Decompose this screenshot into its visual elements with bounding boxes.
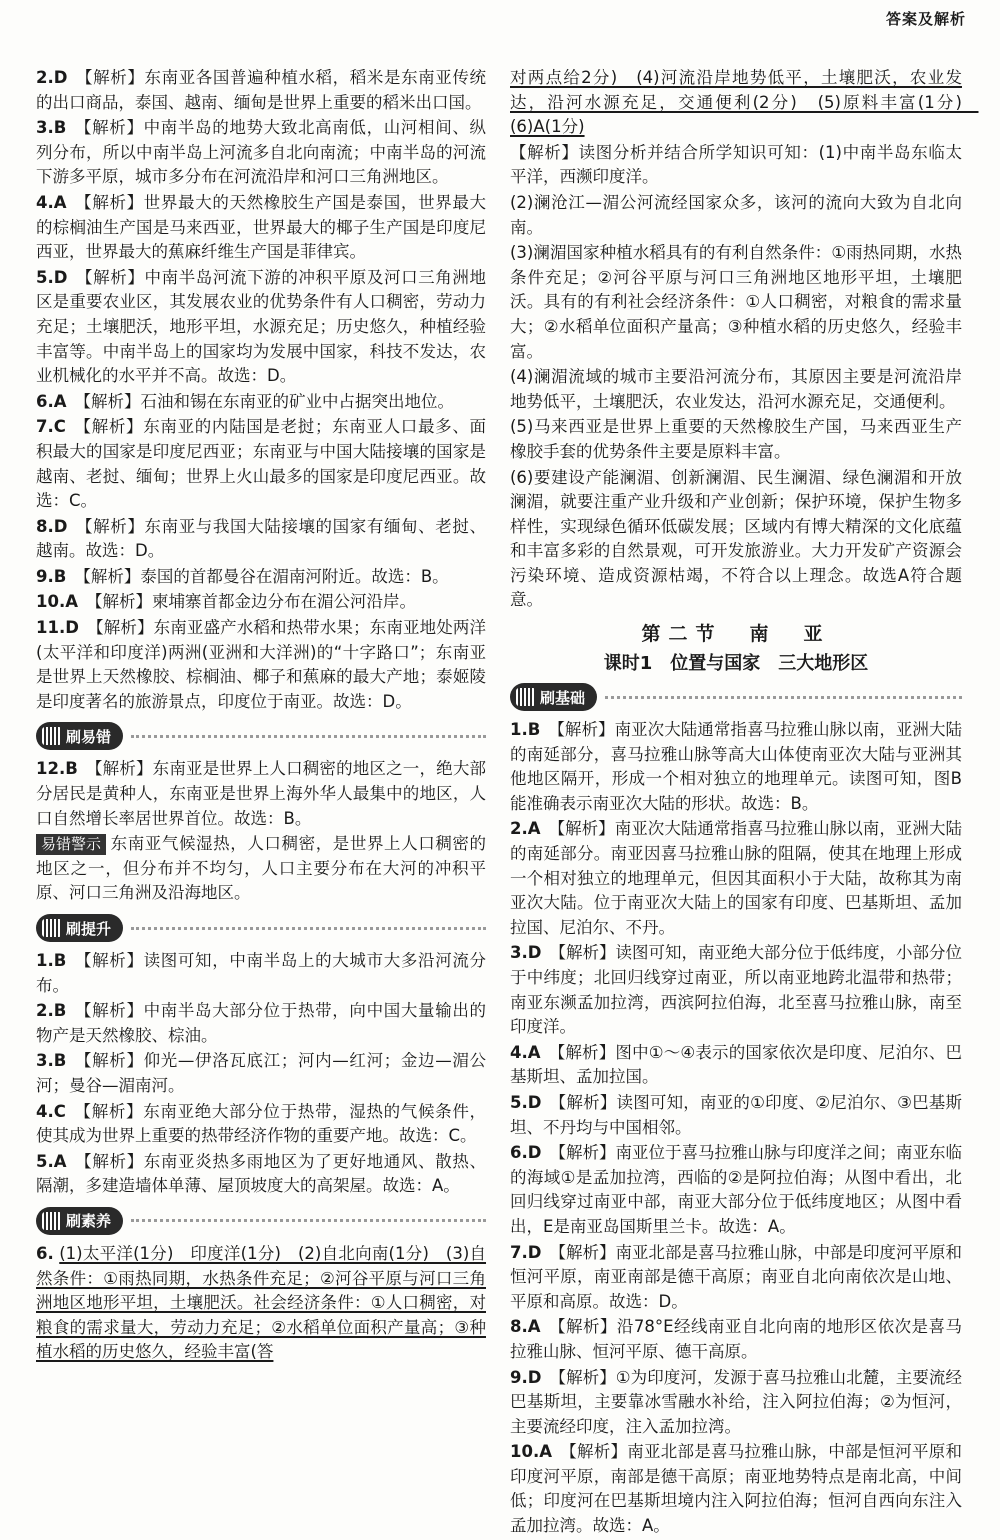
question-number: 6. [36, 1243, 54, 1263]
analysis-paragraph: (2)澜沧江—湄公河流经国家众多，该河的流向大致为自北向南。 [510, 192, 962, 237]
banner-badge [36, 914, 123, 942]
answer-text: 【解析】东南亚是世界上人口稠密的地区之一，绝大部分居民是黄种人，东南亚是世界上海外华人最集中的地区，人口自然增长率居世界首位。故选：B。 [36, 759, 486, 828]
book-icon [42, 727, 62, 745]
answer-letter: D [527, 1092, 542, 1112]
banner-label: 刷提升 [66, 919, 112, 938]
answer-letter: A [527, 1042, 541, 1062]
banner-badge [36, 722, 123, 750]
book-icon [42, 919, 62, 937]
right-column [510, 66, 979, 1540]
answer-item [510, 1315, 962, 1364]
book-icon [42, 1212, 62, 1230]
answer-text: 【解析】中南半岛河流下游的冲积平原及河口三角洲地区是重要农业区，其发展农业的优势条件有人口稠密，劳动力充足；土壤肥沃，地形平坦，水源充足；历史悠久，种植经验丰富等。中南半岛上的国家均为发展中国家，科技不发达，农业机械化的水平并不高。故选：D。 [36, 267, 486, 386]
answer-letter: D [53, 68, 68, 87]
banner-label: 刷易错 [66, 727, 112, 746]
answer-letter: A [53, 1151, 67, 1171]
answer-text: 【解析】沿78°E经线南亚自北向南的地形区依次是喜马拉雅山脉、恒河平原、德干高原。 [510, 1317, 962, 1361]
warning-tag: 易错警示 [36, 834, 106, 855]
answer-text: 【解析】中南半岛大部分位于热带，向中国大量输出的物产是天然橡胶、棕油。 [36, 1001, 486, 1045]
question-number: 4. [510, 1042, 528, 1062]
question-number: 7. [36, 417, 54, 437]
answer-letter: A [65, 592, 79, 612]
banner-badge [510, 683, 597, 711]
question-number: 10. [510, 1442, 540, 1462]
question-number: 3. [510, 943, 528, 963]
banner-badge [36, 1207, 123, 1235]
answer-item [36, 66, 486, 115]
analysis-paragraph: (6)要建设产能澜湄、创新澜湄、民生澜湄、绿色澜湄和开放澜湄，就要注重产业升级和产业创新；保护环境，保护生物多样性，实现绿色循环低碳发展；区域内有博大精深的文化底蕴和丰富多彩的自然景观，可开发旅游业。大力开发矿产资源会污染环境、造成资源枯竭，不符合以上理念。故选A符合题意。 [510, 467, 962, 610]
answer-text: 【解析】东南亚绝大部分位于热带，湿热的气候条件，使其成为世界上重要的热带经济作物的重要产地。故选：C。 [36, 1101, 486, 1146]
page-header-title: 答案及解析 [885, 10, 966, 28]
answer-text: 【解析】南亚位于喜马拉雅山脉与印度洋之间；南亚东临的海域①是孟加拉湾，西临的②是阿拉伯海；从图中看出，北回归线穿过南亚中部，南亚大部分位于低纬度地区；从图中看出，E是南亚岛国斯里兰卡。故选：A。 [510, 1143, 962, 1236]
question-number: 8. [36, 516, 54, 536]
question-number: 5. [510, 1092, 528, 1112]
left-answer-list-b [36, 949, 486, 1199]
answer-text: 【解析】世界最大的天然橡胶生产国是泰国，世界最大的棕榈油生产国是马来西亚，世界最大的椰子生产国是印度尼西亚，世界最大的蕉麻纤维生产国是菲律宾。 [36, 192, 486, 262]
answer-item [36, 415, 486, 513]
dotted-divider [131, 1219, 486, 1222]
section-banner-jichu [510, 682, 962, 712]
answer-item [36, 590, 486, 615]
question-number: 2. [36, 1001, 54, 1021]
analysis-paragraph: (4)澜湄流域的城市主要沿河流分布，其原因主要是河流沿岸地势低平，土壤肥沃，农业发达，沿河水源充足，交通便利。 [510, 367, 962, 411]
answer-letter: A [527, 819, 541, 839]
answer-letter: D [527, 1143, 542, 1163]
analysis-paragraph: (5)马来西亚是世界上重要的天然橡胶生产国，马来西亚生产橡胶手套的优势条件主要是原料丰富。 [510, 417, 962, 461]
answer-text: (1)太平洋(1分) 印度洋(1分) (2)自北向南(1分) (3)自然条件：①雨热同期，水热条件充足；②河谷平原与河口三角洲地区地形平坦，土壤肥沃。社会经济条件：①人口稠密，对粮食的需求量大，劳动力充足；②水稻单位面积产量高；③种植水稻的历史悠久，经验丰富(答 [36, 1243, 487, 1362]
answer-text: 【解析】南亚北部是喜马拉雅山脉，中部是印度河平原和恒河平原，南亚南部是德干高原；南亚自北向南依次是山地、平原和高原。故选：D。 [510, 1242, 962, 1311]
answer-item [510, 1241, 962, 1315]
analysis-paragraph: 【解析】读图分析并结合所学知识可知：(1)中南半岛东临太平洋，西濒印度洋。 [510, 142, 962, 187]
answer-letter: C [53, 417, 66, 437]
section-banner-yicuo [36, 721, 486, 751]
answer-text: 【解析】东南亚盛产水稻和热带水果；东南亚地处两洋(太平洋和印度洋)两洲(亚洲和大洋洲)的“十字路口”；东南亚是世界上天然橡胶、棕榈油、椰子和蕉麻的最大产地；泰姬陵是印度著名的旅游景点，印度位于南亚。故选：D。 [36, 618, 486, 711]
question-number: 5. [36, 267, 54, 287]
answer-item [510, 1440, 962, 1538]
dotted-divider [131, 735, 486, 738]
answer-item [36, 565, 486, 590]
answer-letter: D [527, 943, 542, 963]
left-answer-list-a [36, 66, 486, 714]
answer-letter: B [53, 951, 67, 970]
question-number: 7. [510, 1242, 528, 1262]
answer-letter: B [53, 118, 67, 138]
answer-text: 【解析】东南亚与我国大陆接壤的国家有缅甸、老挝、越南。故选：D。 [36, 516, 486, 561]
answer-item [510, 1091, 962, 1140]
question-number: 8. [510, 1317, 528, 1337]
answer-letter: A [539, 1442, 553, 1462]
answer-item-12 [36, 757, 486, 831]
answer-item [510, 1041, 962, 1090]
answer-letter: A [527, 1317, 541, 1337]
answer-item [510, 1366, 962, 1440]
question-number: 4. [36, 192, 54, 212]
answer-text: 【解析】读图可知，南亚的①印度、②尼泊尔、③巴基斯坦、不丹均与中国相邻。 [510, 1092, 962, 1137]
question-number: 3. [36, 118, 54, 138]
banner-label: 刷素养 [66, 1212, 112, 1231]
section-title: 第二节 南 亚 [641, 623, 831, 646]
answer-text: 【解析】泰国的首都曼谷在湄南河附近。故选：B。 [74, 566, 449, 586]
answer-item [36, 1049, 486, 1098]
answer-text: 【解析】图中①～④表示的国家依次是印度、尼泊尔、巴基斯坦、孟加拉国。 [510, 1042, 962, 1087]
answer-item [36, 390, 486, 415]
answer-item [36, 191, 486, 265]
question-number: 9. [36, 566, 54, 586]
question-number: 1. [510, 720, 528, 740]
answer-letter: D [65, 618, 79, 638]
answer-letter: A [53, 391, 67, 411]
warning-text: 东南亚气候湿热，人口稠密，是世界上人口稠密的地区之一，但分布并不均匀，人口主要分布在大河的冲积平原、河口三角洲及沿海地区。 [36, 834, 486, 903]
answer-text: 【解析】南亚北部是喜马拉雅山脉，中部是恒河平原和印度河平原，南部是德干高原；南亚地势特点是南北高，中间低；印度河在巴基斯坦境内注入阿拉伯海；恒河自西向东注入孟加拉湾。故选：A。 [510, 1442, 962, 1536]
answer-letter: B [527, 720, 541, 740]
warning-note [36, 832, 486, 906]
answer-item [510, 941, 962, 1039]
answer-item [36, 1150, 486, 1199]
answer-letter: A [53, 192, 67, 212]
answer-text: 【解析】南亚次大陆通常指喜马拉雅山脉以南，亚洲大陆的南延部分。南亚因喜马拉雅山脉的阻隔，使其在地理上形成一个相对独立的地理单元，但因其面积小于大陆，故称其为南亚次大陆。位于南亚次大陆上的国家有印度、巴基斯坦、孟加拉国、尼泊尔、不丹。 [510, 819, 962, 937]
answer-item [36, 116, 486, 190]
answer-text: 【解析】石油和锡在东南亚的矿业中占据突出地位。 [74, 391, 455, 411]
dotted-divider [131, 927, 486, 930]
answer-letter: B [65, 759, 78, 779]
lesson-title: 课时1 位置与国家 三大地形区 [603, 653, 869, 675]
question-number: 10. [36, 592, 66, 612]
banner-label: 刷基础 [540, 688, 586, 707]
answer-text: 【解析】读图可知，南亚绝大部分位于低纬度，小部分位于中纬度；北回归线穿过南亚，所以南亚地跨北温带和热带；南亚东濒孟加拉湾，西滨阿拉伯海，北至喜马拉雅山脉，南至印度洋。 [510, 943, 962, 1037]
answer-text: 【解析】东南亚炎热多雨地区为了更好地通风、散热、隔潮，多建造墙体单薄、屋顶坡度大的高架屋。故选：A。 [36, 1151, 486, 1196]
answer-text: 【解析】东南亚各国普遍种植水稻，稻米是东南亚传统的出口商品，泰国、越南、缅甸是世界上重要的稻米出口国。 [36, 68, 486, 112]
answer-item [36, 949, 486, 998]
question-number: 6. [36, 391, 54, 411]
answer-letter: B [53, 1001, 67, 1021]
answer-letter: B [53, 566, 67, 586]
answer-item [36, 266, 486, 389]
answer-item [510, 718, 962, 816]
dotted-divider [605, 696, 962, 699]
answer-text: 【解析】仰光—伊洛瓦底江；河内—红河；金边—湄公河；曼谷—湄南河。 [36, 1051, 486, 1095]
answer-item [510, 817, 962, 940]
right-answer-list [510, 718, 962, 1539]
answer-text: 【解析】读图可知，中南半岛上的大城市大多沿河流分布。 [36, 951, 486, 995]
answer-letter: D [53, 516, 68, 536]
answer-text: 【解析】东南亚的内陆国是老挝；东南亚人口最多、面积最大的国家是印度尼西亚；东南亚与中国大陆接壤的国家是越南、老挝、缅甸；世界上火山最多的国家是印度尼西亚。故选：C。 [36, 417, 486, 511]
question-number: 2. [36, 68, 54, 87]
answer-letter: D [527, 1242, 542, 1262]
analysis-paragraphs [510, 141, 962, 613]
section-banner-suyang [36, 1206, 486, 1236]
answer-text: 【解析】柬埔寨首都金边分布在湄公河沿岸。 [86, 592, 417, 612]
question-number: 12. [36, 759, 66, 779]
left-column [36, 66, 486, 1366]
answer-item [36, 1100, 486, 1149]
answer-item [510, 1141, 962, 1239]
question-number: 6. [510, 1143, 528, 1163]
book-icon [516, 688, 536, 706]
section-banner-tisheng [36, 913, 486, 943]
question-number: 1. [36, 951, 54, 970]
answer-text: 【解析】中南半岛的地势大致北高南低，山河相间、纵列分布，所以中南半岛上河流多自北向南流；中南半岛的河流下游多平原，城市多分布在河流沿岸和河口三角洲地区。 [36, 118, 486, 187]
answer-letter: C [53, 1101, 66, 1121]
question-number: 3. [36, 1051, 54, 1071]
question-number: 2. [510, 819, 528, 839]
question-number: 9. [510, 1367, 528, 1387]
answer-letter: D [527, 1367, 542, 1387]
answer-item [36, 515, 486, 564]
question-number: 4. [36, 1101, 54, 1121]
answer-item [36, 616, 486, 714]
answer-item-6 [36, 1242, 486, 1365]
answer-item [36, 999, 486, 1048]
answer-text: 【解析】①为印度河，发源于喜马拉雅山北麓，主要流经巴基斯坦，主要靠冰雪融水补给，注入阿拉伯海；②为恒河，主要流经印度，注入孟加拉湾。 [510, 1367, 962, 1436]
question-number: 5. [36, 1151, 54, 1171]
analysis-paragraph: (3)澜湄国家种植水稻具有的有利自然条件：①雨热同期，水热条件充足；②河谷平原与河口三角洲地区地形平坦，土壤肥沃。具有的有利社会经济条件：①人口稠密，对粮食的需求量大；②水稻单位面积产量高；③种植水稻的历史悠久，经验丰富。 [510, 243, 962, 361]
answer-text: 【解析】南亚次大陆通常指喜马拉雅山脉以南，亚洲大陆的南延部分，喜马拉雅山脉等高大山体使南亚次大陆与亚洲其他地区隔开，形成一个相对独立的地理单元。读图可知，图B能准确表示南亚次大陆的形状。故选：B。 [510, 720, 962, 813]
answer-letter: B [53, 1051, 67, 1071]
question-number: 11. [36, 618, 66, 638]
answer-continuation: 对两点给2分) (4)河流沿岸地势低平，土壤肥沃，农业发达，沿河水源充足，交通便利(2分) (5)原料丰富(1分) (6)A(1分) [510, 68, 979, 137]
answer-letter: D [53, 267, 68, 287]
